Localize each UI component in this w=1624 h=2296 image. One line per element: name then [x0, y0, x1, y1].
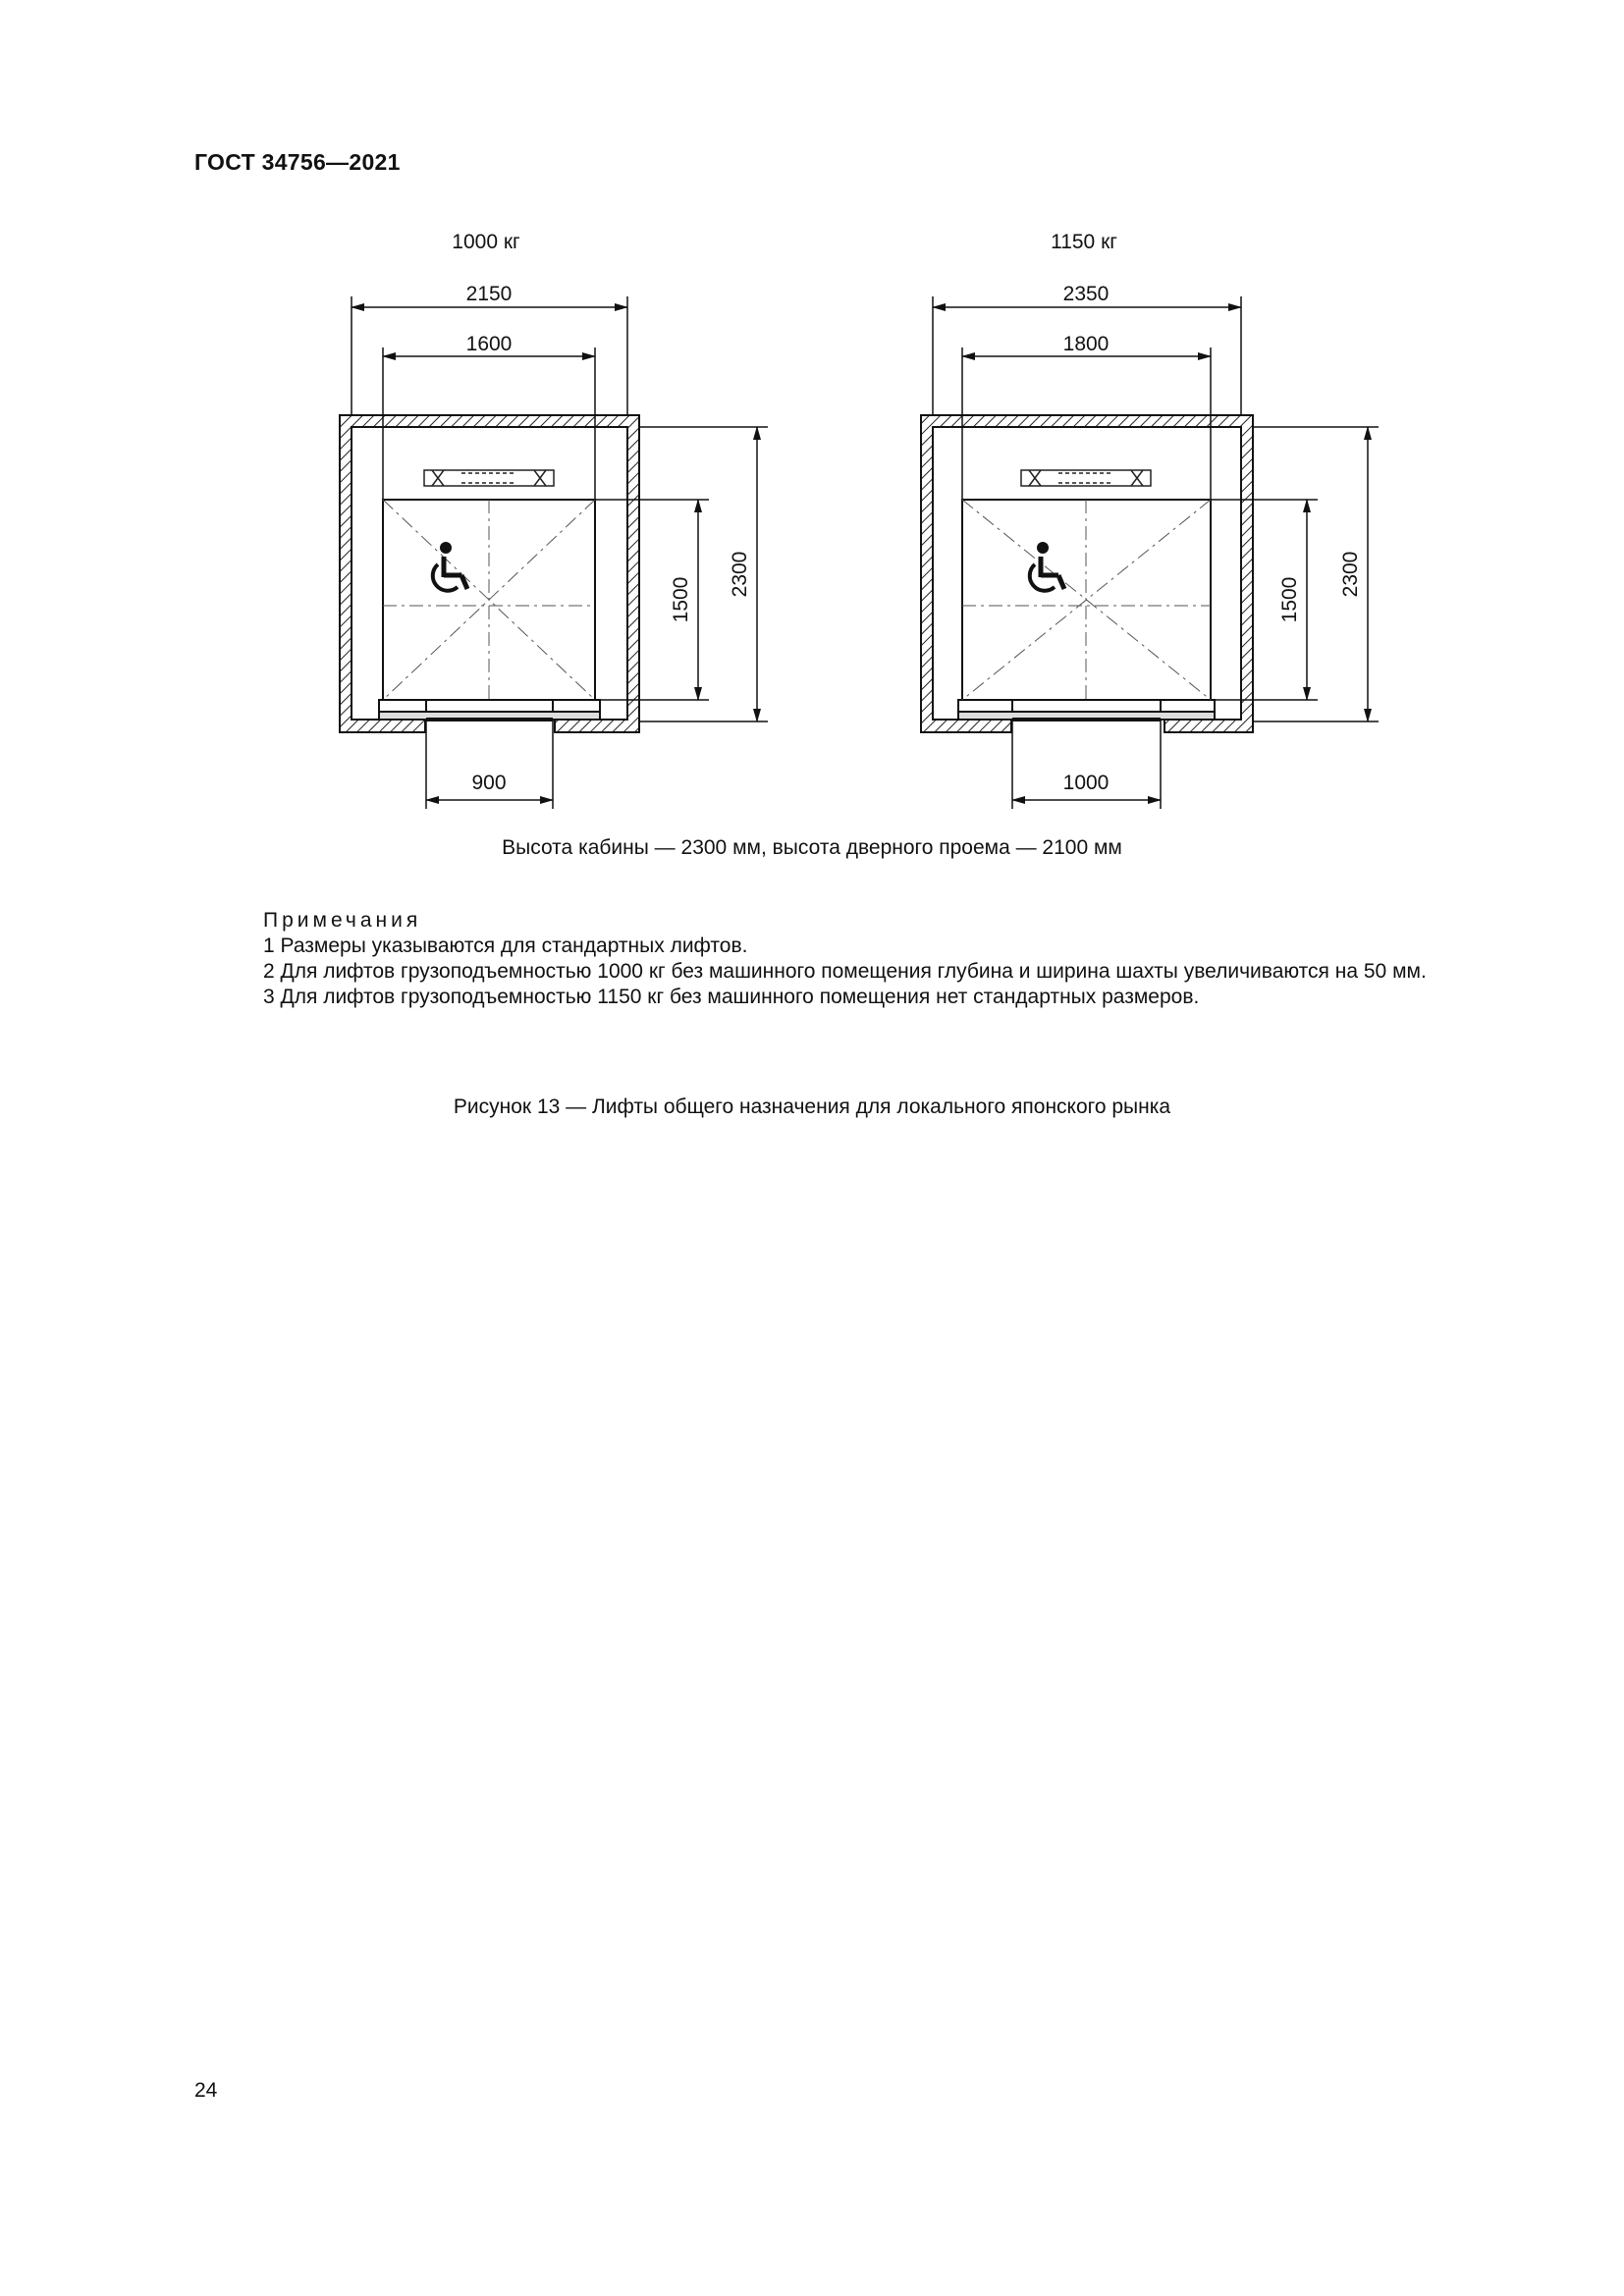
lift-2-shaft-depth-label: 2300 [1339, 551, 1362, 598]
lift-1-capacity: 1000 кг [452, 231, 520, 253]
note-item: 2 Для лифтов грузоподъемностью 1000 кг без машинного помещения глубина и ширина шахты увеличиваются на 50 мм. [263, 960, 1427, 983]
lift-2-door-width-label: 1000 [1062, 772, 1110, 794]
lift-1-car [383, 500, 595, 700]
notes-title: Примечания [263, 909, 422, 932]
page-number: 24 [194, 2079, 218, 2102]
lift-2-counterweight [1021, 470, 1151, 486]
cabin-dimensions-note: Высота кабины — 2300 мм, высота дверного проема — 2100 мм [502, 836, 1122, 859]
lift-2-car [962, 500, 1211, 700]
lift-2-wheelchair-icon [1030, 542, 1064, 591]
lift-1-door-width-label: 900 [471, 772, 507, 794]
note-item: 1 Размеры указываются для стандартных лифтов. [263, 934, 748, 957]
lift-drawing-1000kg [340, 231, 768, 809]
lift-1-door-frame [379, 700, 600, 720]
lift-2-car-depth-label: 1500 [1278, 576, 1301, 623]
lift-2-shaft-width-label: 2350 [1062, 283, 1110, 305]
lift-2-door-frame [958, 700, 1215, 720]
lift-1-counterweight [424, 470, 554, 486]
lift-2-capacity: 1150 кг [1051, 231, 1117, 253]
lift-1-dim-door-width [426, 720, 553, 809]
note-item: 3 Для лифтов грузоподъемностью 1150 кг без машинного помещения нет стандартных размеров. [263, 986, 1200, 1008]
lift-2-car-width-label: 1800 [1062, 333, 1110, 355]
document-header: ГОСТ 34756—2021 [194, 149, 401, 175]
lift-drawings-figure [0, 0, 1624, 883]
figure-caption: Рисунок 13 — Лифты общего назначения для локального японского рынка [453, 1095, 1171, 1118]
notes-section [194, 908, 1516, 1010]
lift-2-shaft-walls [921, 415, 1253, 732]
lift-drawing-1150kg [921, 231, 1379, 809]
lift-1-wheelchair-icon [433, 542, 467, 591]
lift-2-dim-door-width [1012, 720, 1161, 809]
lift-2-dim-car-depth [1211, 500, 1318, 700]
lift-1-shaft-depth-label: 2300 [729, 551, 751, 598]
lift-1-car-width-label: 1600 [465, 333, 513, 355]
lift-1-shaft-width-label: 2150 [465, 283, 513, 305]
lift-1-car-depth-label: 1500 [670, 576, 692, 623]
